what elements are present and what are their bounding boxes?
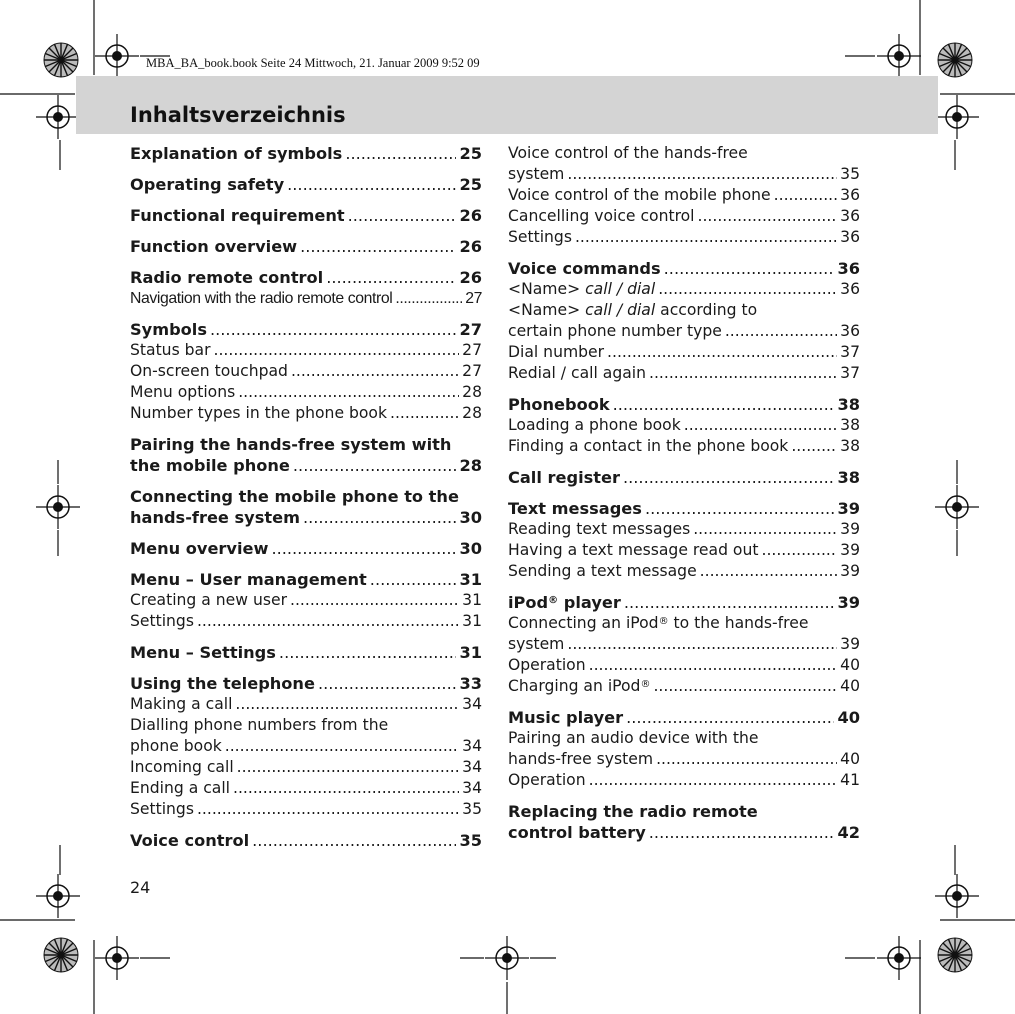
entry-title: Reading text messages (508, 520, 691, 538)
entry-title: Settings (130, 612, 194, 630)
entry-title: Dial number (508, 343, 605, 361)
toc-entry-settings[interactable] (508, 227, 860, 248)
toc-entry-operating-safety[interactable] (130, 174, 482, 195)
toc-entry-using-telephone[interactable] (130, 673, 482, 694)
entry-page: 25 (459, 175, 482, 194)
entry-page: 31 (459, 570, 482, 589)
entry-title: phone book (130, 737, 222, 755)
toc-entry-pairing-audio-device[interactable] (508, 728, 860, 770)
entry-title: Status bar (130, 341, 211, 359)
toc-entry-menu-settings[interactable] (130, 642, 482, 663)
entry-title: Finding a contact in the phone book (508, 437, 789, 455)
entry-page: 39 (837, 499, 860, 518)
entry-title-line1: Voice control of the hands-free (508, 144, 748, 162)
entry-page: 30 (459, 539, 482, 558)
entry-prefix: <Name> (508, 301, 581, 319)
entry-title: Music player (508, 708, 624, 727)
entry-page: 28 (462, 383, 482, 401)
entry-title: Incoming call (130, 758, 234, 776)
toc-entry-name-call-dial-number-type[interactable] (508, 300, 860, 342)
toc-entry-connecting-mobile-phone[interactable] (130, 486, 482, 528)
entry-page: 40 (840, 750, 860, 768)
entry-title: Having a text message read out (508, 541, 759, 559)
registered-mark: ® (640, 679, 651, 690)
entry-title: Navigation with the radio remote control (130, 290, 393, 307)
registered-mark: ® (658, 616, 669, 627)
entry-title: Menu – Settings (130, 643, 276, 662)
entry-title: Charging an iPod (508, 677, 641, 695)
entry-page: 36 (840, 280, 860, 298)
toc-entry-making-a-call[interactable] (130, 694, 482, 715)
entry-title: Phonebook (508, 395, 610, 414)
toc-entry-call-register[interactable] (508, 467, 860, 488)
entry-page: 36 (837, 259, 860, 278)
entry-page: 39 (840, 562, 860, 580)
entry-page: 36 (840, 228, 860, 246)
entry-page: 35 (459, 831, 482, 850)
entry-title-line1: Pairing the hands-free system with (130, 435, 452, 454)
entry-page: 37 (840, 343, 860, 361)
entry-page: 35 (462, 800, 482, 818)
toc-entry-number-types[interactable] (130, 403, 482, 424)
entry-page: 30 (459, 508, 482, 527)
entry-page: 34 (462, 695, 482, 713)
entry-title: Operating safety (130, 175, 285, 194)
entry-page: 39 (840, 520, 860, 538)
toc-entry-redial[interactable] (508, 363, 860, 384)
toc-entry-text-message-read-out[interactable] (508, 540, 860, 561)
entry-page: 26 (459, 206, 482, 225)
toc-entry-phonebook[interactable] (508, 394, 860, 415)
entry-title: Sending a text message (508, 562, 697, 580)
toc-entry-settings[interactable] (130, 611, 482, 632)
entry-title: Voice control of the mobile phone (508, 186, 771, 204)
entry-title: Settings (130, 800, 194, 818)
toc-entry-onscreen-touchpad[interactable] (130, 361, 482, 382)
book-file-info: MBA_BA_book.book Seite 24 Mittwoch, 21. Januar 2009 9:52 09 (146, 56, 480, 70)
entry-command: call / dial (585, 301, 656, 319)
toc-entry-operation[interactable] (508, 770, 860, 791)
entry-title: control battery (508, 823, 646, 842)
entry-page: 27 (465, 290, 482, 307)
toc-entry-symbols[interactable] (130, 319, 482, 340)
entry-page: 36 (840, 207, 860, 225)
page-number: 24 (130, 878, 151, 897)
entry-page: 40 (840, 677, 860, 695)
entry-page: 38 (840, 416, 860, 434)
toc-entry-menu-user-management[interactable] (130, 569, 482, 590)
toc-entry-voice-control-mobile[interactable] (508, 185, 860, 206)
entry-title: Voice control (130, 831, 250, 850)
entry-title-line1: Dialling phone numbers from the (130, 716, 389, 734)
toc-entry-creating-new-user[interactable] (130, 590, 482, 611)
entry-page: 25 (459, 144, 482, 163)
entry-page: 41 (840, 771, 860, 789)
entry-page: 26 (459, 268, 482, 287)
entry-page: 34 (462, 737, 482, 755)
entry-page: 39 (840, 635, 860, 653)
entry-page: 26 (459, 237, 482, 256)
entry-page: 38 (837, 468, 860, 487)
entry-title-line1: Pairing an audio device with the (508, 729, 759, 747)
toc-entry-ending-a-call[interactable] (130, 778, 482, 799)
entry-title: Explanation of symbols (130, 144, 343, 163)
toc-entry-functional-requirement[interactable] (130, 205, 482, 226)
toc-entry-status-bar[interactable] (130, 340, 482, 361)
entry-page: 40 (840, 656, 860, 674)
page-title: Inhaltsverzeichnis (130, 103, 346, 127)
toc-entry-finding-contact[interactable] (508, 436, 860, 457)
toc-entry-navigation-radio-remote[interactable] (130, 288, 482, 309)
toc-entry-name-call-dial[interactable] (508, 279, 860, 300)
entry-title: system (508, 165, 565, 183)
toc-entry-menu-overview[interactable] (130, 538, 482, 559)
toc-entry-cancelling-voice-control[interactable] (508, 206, 860, 227)
toc-left-column (130, 143, 482, 851)
entry-page: 38 (840, 437, 860, 455)
entry-page: 42 (837, 823, 860, 842)
entry-title: certain phone number type (508, 322, 722, 340)
entry-title: Symbols (130, 320, 207, 339)
toc-entry-ipod-player[interactable] (508, 592, 860, 613)
entry-title: Number types in the phone book (130, 404, 387, 422)
entry-title: hands-free system (130, 508, 300, 527)
entry-title: Functional requirement (130, 206, 345, 225)
entry-title: Ending a call (130, 779, 231, 797)
entry-page: 37 (840, 364, 860, 382)
entry-title: Operation (508, 656, 586, 674)
entry-page: 38 (837, 395, 860, 414)
entry-page: 35 (840, 165, 860, 183)
entry-suffix: according to (660, 301, 758, 319)
entry-title: Cancelling voice control (508, 207, 695, 225)
toc-entry-pairing-hands-free[interactable] (130, 434, 482, 476)
toc-entry-loading-phone-book[interactable] (508, 415, 860, 436)
toc-entry-music-player[interactable] (508, 707, 860, 728)
toc-entry-function-overview[interactable] (130, 236, 482, 257)
entry-page: 39 (840, 541, 860, 559)
toc-entry-reading-text-messages[interactable] (508, 519, 860, 540)
entry-title: Function overview (130, 237, 298, 256)
entry-title: Making a call (130, 695, 233, 713)
toc-entry-connecting-ipod[interactable] (508, 613, 860, 655)
toc-entry-operation[interactable] (508, 655, 860, 676)
toc-entry-dialling-phone-numbers[interactable] (130, 715, 482, 757)
entry-title: Text messages (508, 499, 642, 518)
entry-page: 27 (459, 320, 482, 339)
entry-title: Loading a phone book (508, 416, 681, 434)
entry-title: Operation (508, 771, 586, 789)
entry-page: 39 (837, 593, 860, 612)
toc-entry-dial-number[interactable] (508, 342, 860, 363)
entry-page: 31 (462, 591, 482, 609)
entry-title: Call register (508, 468, 620, 487)
entry-title: iPod (508, 593, 549, 612)
entry-page: 28 (459, 456, 482, 475)
entry-title-line1: Connecting the mobile phone to the (130, 487, 459, 506)
entry-title: Settings (508, 228, 572, 246)
toc-entry-settings[interactable] (130, 799, 482, 820)
toc-right-column (508, 143, 860, 843)
entry-title: Menu options (130, 383, 236, 401)
toc-entry-voice-control[interactable] (130, 830, 482, 851)
entry-title: Redial / call again (508, 364, 646, 382)
entry-command: call / dial (585, 280, 656, 298)
entry-title: Radio remote control (130, 268, 324, 287)
entry-title: Menu overview (130, 539, 269, 558)
entry-title: Creating a new user (130, 591, 288, 609)
entry-page: 34 (462, 758, 482, 776)
registered-mark: ® (548, 595, 559, 606)
entry-title: the mobile phone (130, 456, 290, 475)
toc-entry-charging-ipod[interactable] (508, 676, 860, 697)
entry-title: system (508, 635, 565, 653)
entry-page: 31 (459, 643, 482, 662)
toc-entry-radio-remote-control[interactable] (130, 267, 482, 288)
toc-entry-voice-control-hands-free[interactable] (508, 143, 860, 185)
entry-title: Voice commands (508, 259, 661, 278)
entry-title: Menu – User management (130, 570, 367, 589)
toc-entry-sending-text-message[interactable] (508, 561, 860, 582)
entry-page: 34 (462, 779, 482, 797)
toc-entry-menu-options[interactable] (130, 382, 482, 403)
toc-entry-text-messages[interactable] (508, 498, 860, 519)
entry-prefix: <Name> (508, 280, 581, 298)
entry-page: 36 (840, 186, 860, 204)
toc-entry-incoming-call[interactable] (130, 757, 482, 778)
entry-page: 28 (462, 404, 482, 422)
entry-page: 31 (462, 612, 482, 630)
entry-title-line1: Connecting an iPod (508, 614, 659, 632)
entry-page: 27 (462, 341, 482, 359)
entry-title-line1: Replacing the radio remote (508, 802, 758, 821)
entry-page: 40 (837, 708, 860, 727)
toc-entry-voice-commands[interactable] (508, 258, 860, 279)
entry-title-after: to the hands-free (673, 614, 809, 632)
entry-title: hands-free system (508, 750, 654, 768)
entry-title-after: player (563, 593, 621, 612)
entry-page: 33 (459, 674, 482, 693)
toc-entry-explanation-of-symbols[interactable] (130, 143, 482, 164)
entry-title: Using the telephone (130, 674, 315, 693)
toc-entry-replacing-battery[interactable] (508, 801, 860, 843)
entry-page: 27 (462, 362, 482, 380)
entry-title: On-screen touchpad (130, 362, 288, 380)
entry-page: 36 (840, 322, 860, 340)
